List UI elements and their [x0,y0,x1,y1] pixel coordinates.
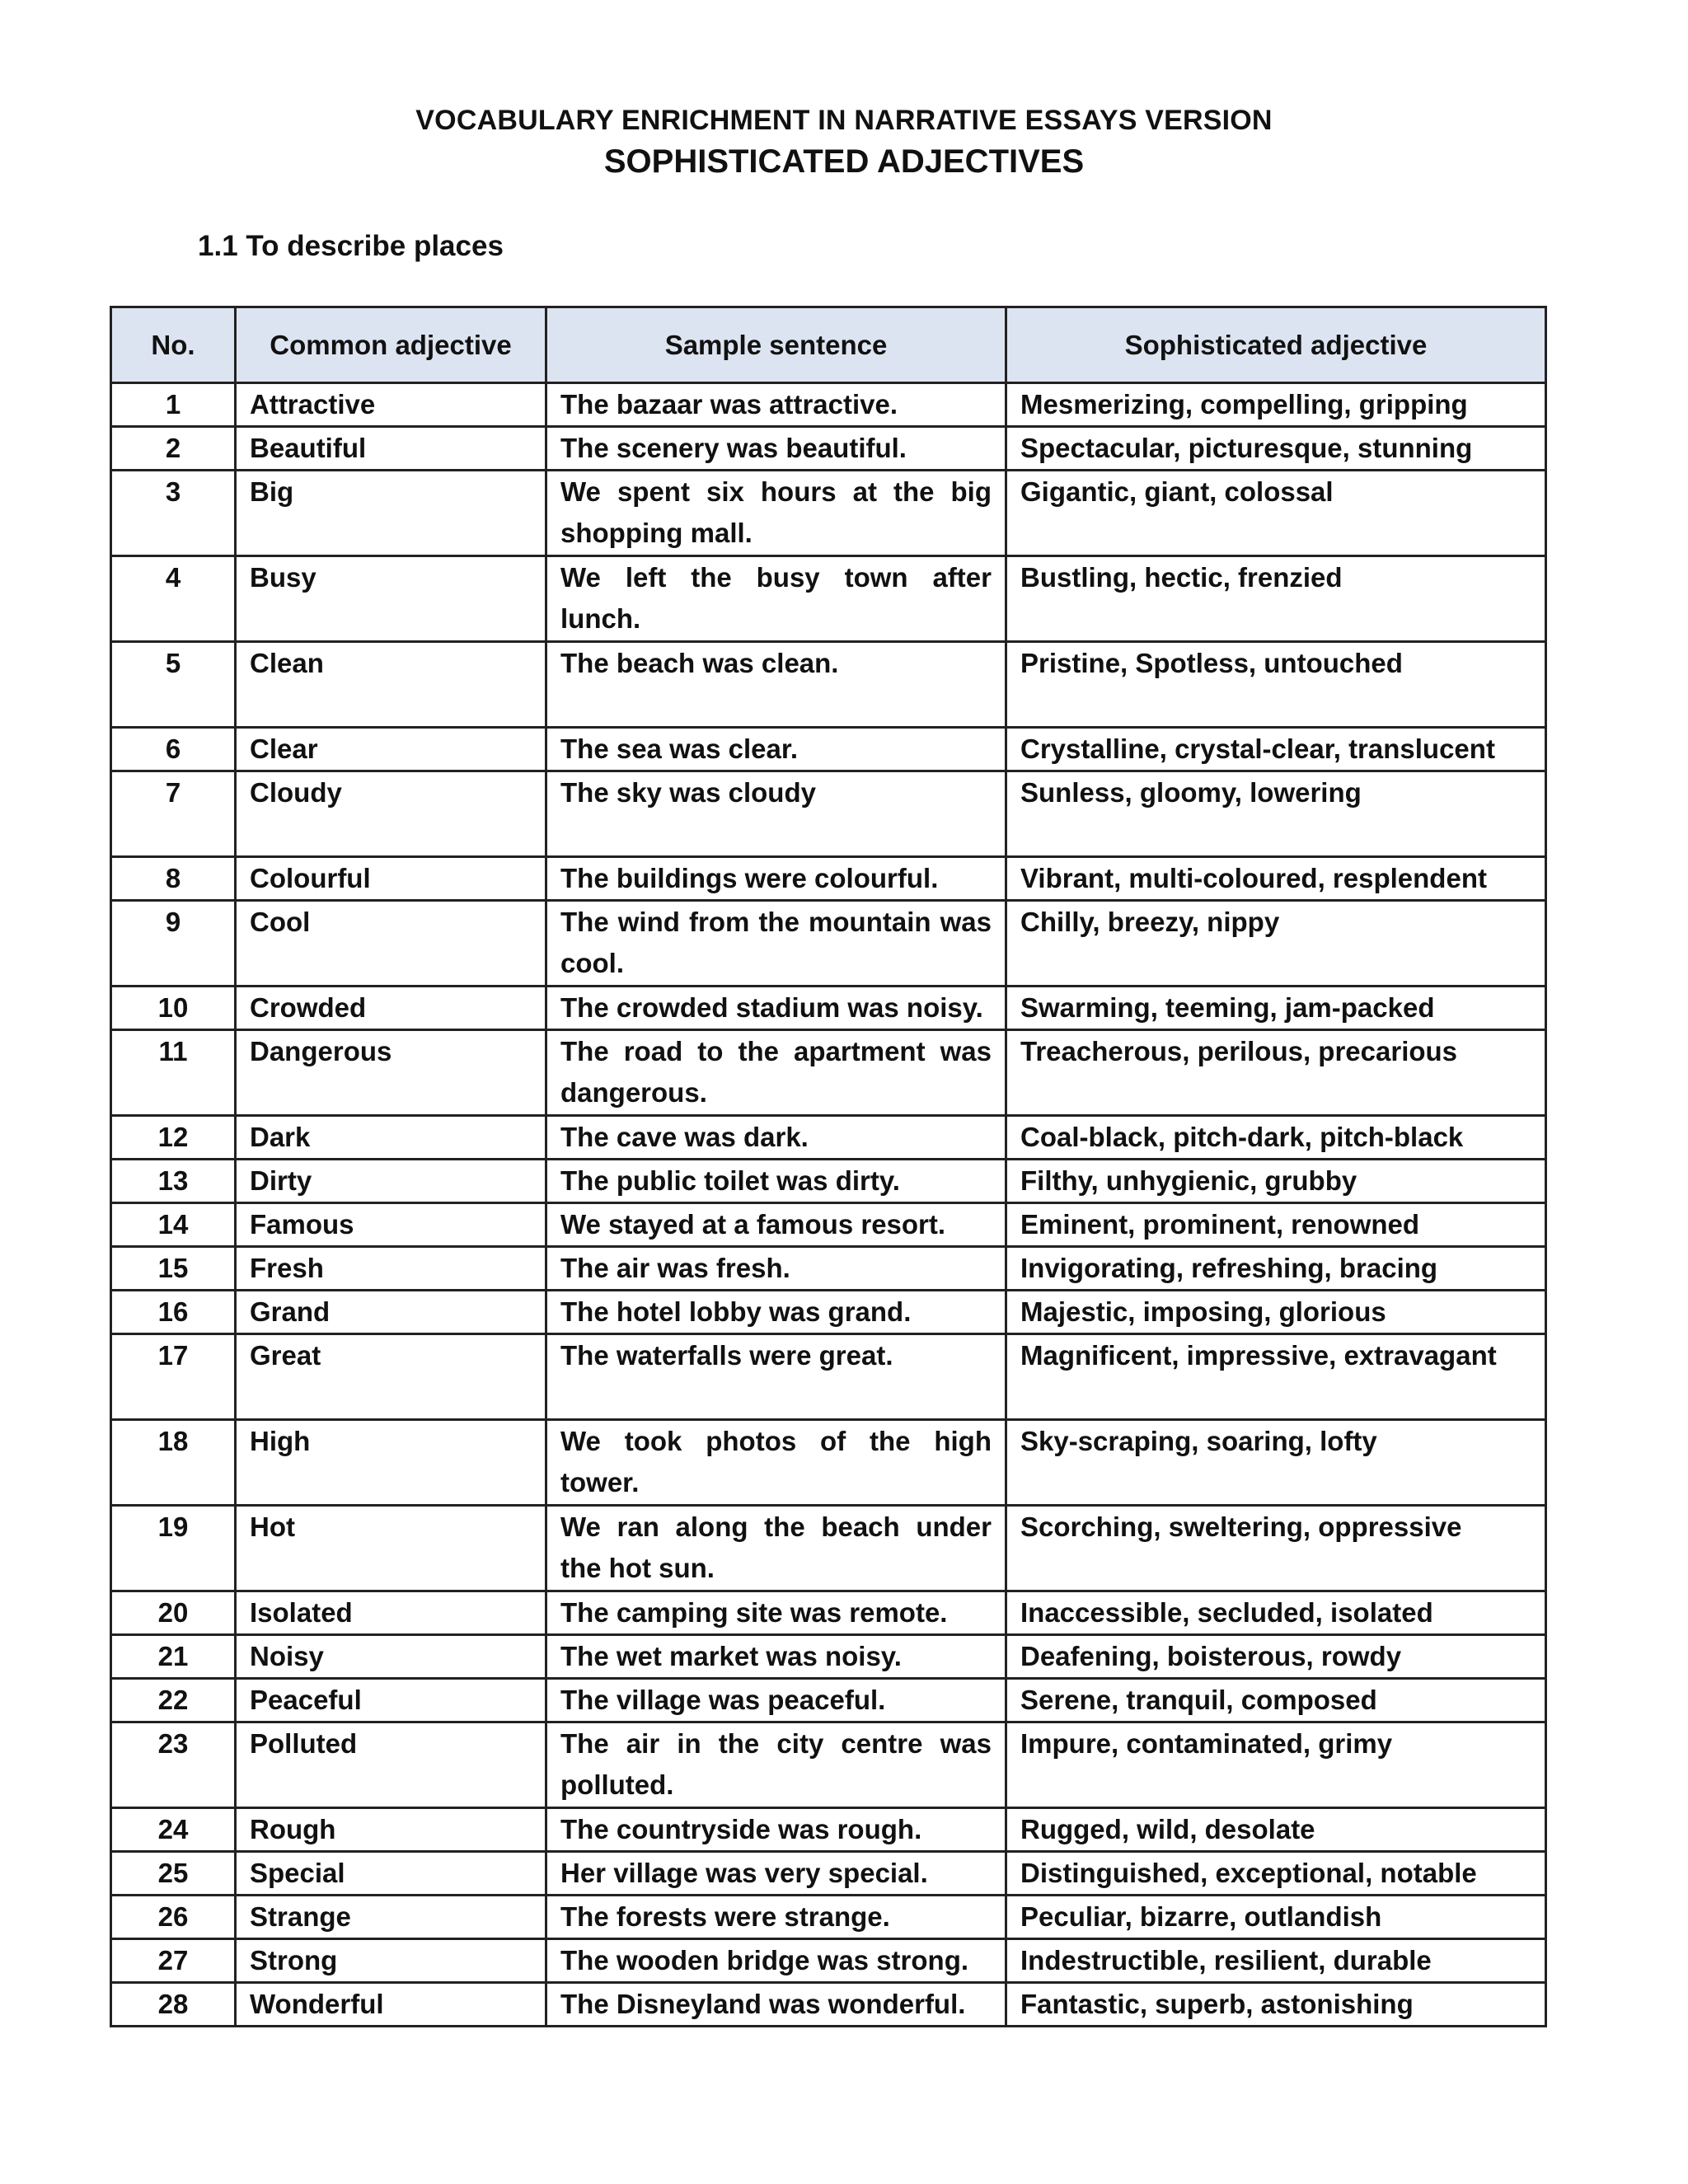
row-number: 23 [111,1722,236,1808]
table-row [111,1334,1546,1420]
sophisticated-adjective: Distinguished, exceptional, notable [1006,1852,1546,1896]
row-number: 12 [111,1116,236,1160]
sample-sentence: We took photos of the high tower. [546,1420,1006,1506]
sophisticated-adjective: Treacherous, perilous, precarious [1006,1030,1546,1116]
table-row [111,556,1546,642]
common-adjective: Strange [236,1896,546,1939]
sample-sentence: The wooden bridge was strong. [546,1939,1006,1983]
sophisticated-adjective: Sky-scraping, soaring, lofty [1006,1420,1546,1506]
sophisticated-adjective: Indestructible, resilient, durable [1006,1939,1546,1983]
row-number: 7 [111,771,236,857]
row-number: 10 [111,987,236,1030]
row-number: 17 [111,1334,236,1420]
common-adjective: Crowded [236,987,546,1030]
row-number: 22 [111,1679,236,1722]
sample-sentence: The road to the apartment was dangerous. [546,1030,1006,1116]
row-number: 4 [111,556,236,642]
sophisticated-adjective: Peculiar, bizarre, outlandish [1006,1896,1546,1939]
sophisticated-adjective: Spectacular, picturesque, stunning [1006,427,1546,471]
row-number: 20 [111,1591,236,1635]
common-adjective: Beautiful [236,427,546,471]
row-number: 5 [111,642,236,728]
table-row [111,1852,1546,1896]
sample-sentence: The cave was dark. [546,1116,1006,1160]
document-subtitle: SOPHISTICATED ADJECTIVES [603,143,1085,180]
common-adjective: Cool [236,901,546,987]
section-heading: 1.1 To describe places [198,230,504,262]
sophisticated-adjective: Majestic, imposing, glorious [1006,1291,1546,1334]
table-row [111,1291,1546,1334]
row-number: 24 [111,1808,236,1852]
sophisticated-adjective: Fantastic, superb, astonishing [1006,1983,1546,2027]
sample-sentence: The forests were strange. [546,1896,1006,1939]
sample-sentence: The camping site was remote. [546,1591,1006,1635]
common-adjective: Wonderful [236,1983,546,2027]
table-row [111,1116,1546,1160]
sophisticated-adjective: Bustling, hectic, frenzied [1006,556,1546,642]
common-adjective: Peaceful [236,1679,546,1722]
table-row [111,1939,1546,1983]
row-number: 14 [111,1203,236,1247]
sample-sentence: We stayed at a famous resort. [546,1203,1006,1247]
sophisticated-adjective: Serene, tranquil, composed [1006,1679,1546,1722]
sample-sentence: The buildings were colourful. [546,857,1006,901]
sample-sentence: The wet market was noisy. [546,1635,1006,1679]
common-adjective: Polluted [236,1722,546,1808]
common-adjective: Hot [236,1506,546,1591]
row-number: 19 [111,1506,236,1591]
row-number: 27 [111,1939,236,1983]
table-row [111,471,1546,556]
table-row [111,383,1546,427]
sophisticated-adjective: Invigorating, refreshing, bracing [1006,1247,1546,1291]
common-adjective: Rough [236,1808,546,1852]
table-row [111,1420,1546,1506]
table-row [111,1506,1546,1591]
sample-sentence: The sky was cloudy [546,771,1006,857]
common-adjective: Attractive [236,383,546,427]
common-adjective: Big [236,471,546,556]
sophisticated-adjective: Inaccessible, secluded, isolated [1006,1591,1546,1635]
sophisticated-adjective: Filthy, unhygienic, grubby [1006,1160,1546,1203]
table-row [111,1679,1546,1722]
column-header-common-adjective: Common adjective [236,307,546,383]
common-adjective: Dangerous [236,1030,546,1116]
common-adjective: Isolated [236,1591,546,1635]
row-number: 16 [111,1291,236,1334]
sample-sentence: We ran along the beach under the hot sun. [546,1506,1006,1591]
table-row [111,427,1546,471]
table-row [111,1203,1546,1247]
sophisticated-adjective: Rugged, wild, desolate [1006,1808,1546,1852]
sample-sentence: The waterfalls were great. [546,1334,1006,1420]
table-row [111,1030,1546,1116]
table-row [111,987,1546,1030]
sophisticated-adjective: Mesmerizing, compelling, gripping [1006,383,1546,427]
sophisticated-adjective: Coal-black, pitch-dark, pitch-black [1006,1116,1546,1160]
sample-sentence: The Disneyland was wonderful. [546,1983,1006,2027]
sample-sentence: The sea was clear. [546,728,1006,771]
sample-sentence: The crowded stadium was noisy. [546,987,1006,1030]
sophisticated-adjective: Sunless, gloomy, lowering [1006,771,1546,857]
table-row [111,901,1546,987]
sophisticated-adjective: Crystalline, crystal-clear, translucent [1006,728,1546,771]
row-number: 2 [111,427,236,471]
row-number: 18 [111,1420,236,1506]
document-title: VOCABULARY ENRICHMENT IN NARRATIVE ESSAYS VERSION [415,105,1273,136]
common-adjective: Fresh [236,1247,546,1291]
common-adjective: Great [236,1334,546,1420]
sophisticated-adjective: Eminent, prominent, renowned [1006,1203,1546,1247]
sample-sentence: The wind from the mountain was cool. [546,901,1006,987]
common-adjective: Famous [236,1203,546,1247]
common-adjective: Strong [236,1939,546,1983]
common-adjective: Clear [236,728,546,771]
row-number: 26 [111,1896,236,1939]
sample-sentence: The bazaar was attractive. [546,383,1006,427]
row-number: 3 [111,471,236,556]
sample-sentence: The scenery was beautiful. [546,427,1006,471]
common-adjective: Cloudy [236,771,546,857]
common-adjective: Special [236,1852,546,1896]
table-row [111,1808,1546,1852]
sample-sentence: Her village was very special. [546,1852,1006,1896]
sample-sentence: We spent six hours at the big shopping mall. [546,471,1006,556]
table-header-row [111,307,1546,383]
row-number: 11 [111,1030,236,1116]
row-number: 25 [111,1852,236,1896]
table-row [111,1591,1546,1635]
column-header-sample-sentence: Sample sentence [546,307,1006,383]
table-row [111,1896,1546,1939]
sophisticated-adjective: Magnificent, impressive, extravagant [1006,1334,1546,1420]
table-row [111,1722,1546,1808]
common-adjective: Dirty [236,1160,546,1203]
sophisticated-adjective: Pristine, Spotless, untouched [1006,642,1546,728]
sample-sentence: The hotel lobby was grand. [546,1291,1006,1334]
table-row [111,642,1546,728]
sample-sentence: The village was peaceful. [546,1679,1006,1722]
common-adjective: Clean [236,642,546,728]
common-adjective: Colourful [236,857,546,901]
row-number: 28 [111,1983,236,2027]
sophisticated-adjective: Chilly, breezy, nippy [1006,901,1546,987]
table-row [111,728,1546,771]
common-adjective: High [236,1420,546,1506]
common-adjective: Dark [236,1116,546,1160]
sophisticated-adjective: Gigantic, giant, colossal [1006,471,1546,556]
table-row [111,1635,1546,1679]
row-number: 1 [111,383,236,427]
row-number: 6 [111,728,236,771]
sample-sentence: The beach was clean. [546,642,1006,728]
table-row [111,1983,1546,2027]
sophisticated-adjective: Scorching, sweltering, oppressive [1006,1506,1546,1591]
sophisticated-adjective: Swarming, teeming, jam-packed [1006,987,1546,1030]
row-number: 9 [111,901,236,987]
common-adjective: Noisy [236,1635,546,1679]
row-number: 21 [111,1635,236,1679]
sample-sentence: The public toilet was dirty. [546,1160,1006,1203]
sophisticated-adjective: Vibrant, multi-coloured, resplendent [1006,857,1546,901]
table-row [111,1160,1546,1203]
sample-sentence: We left the busy town after lunch. [546,556,1006,642]
sample-sentence: The air in the city centre was polluted. [546,1722,1006,1808]
sophisticated-adjective: Impure, contaminated, grimy [1006,1722,1546,1808]
row-number: 8 [111,857,236,901]
table-row [111,857,1546,901]
sample-sentence: The air was fresh. [546,1247,1006,1291]
column-header-sophisticated-adjective: Sophisticated adjective [1006,307,1546,383]
table-row [111,771,1546,857]
row-number: 15 [111,1247,236,1291]
sophisticated-adjective: Deafening, boisterous, rowdy [1006,1635,1546,1679]
row-number: 13 [111,1160,236,1203]
column-header-no: No. [111,307,236,383]
sample-sentence: The countryside was rough. [546,1808,1006,1852]
table-row [111,1247,1546,1291]
vocabulary-table [110,306,1547,2027]
common-adjective: Busy [236,556,546,642]
common-adjective: Grand [236,1291,546,1334]
